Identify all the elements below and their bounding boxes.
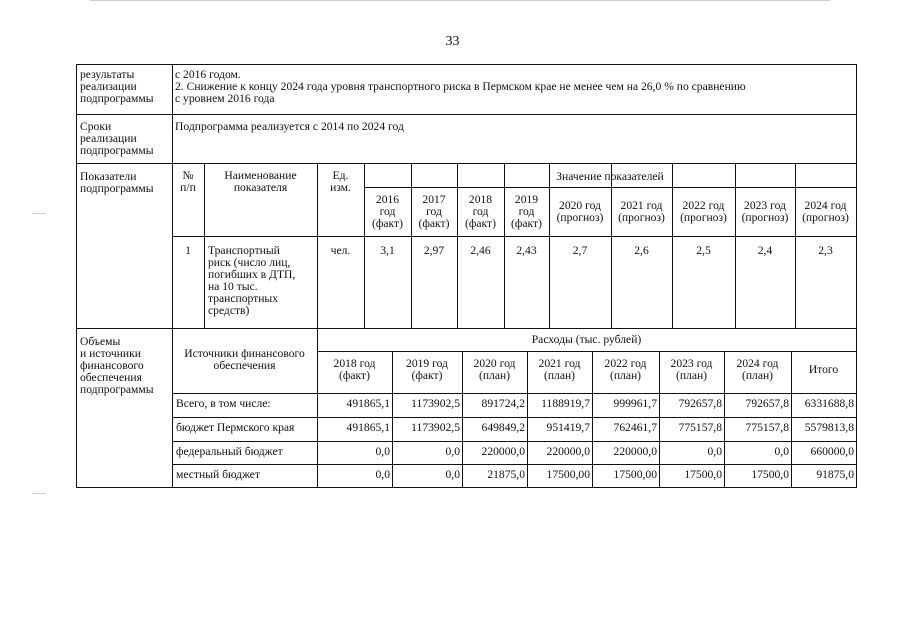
- finance-value: 0,0: [774, 445, 789, 458]
- terms-label: [80, 121, 170, 157]
- finance-row-name: бюджет Пермского края: [176, 421, 295, 434]
- finance-value: 775157,8: [678, 421, 722, 434]
- finance-value: 220000,0: [546, 445, 590, 458]
- indicators-label: [80, 171, 170, 195]
- finance-value: 1173902,5: [411, 421, 460, 434]
- finance-value: 17500,0: [684, 468, 722, 481]
- finance-value: 0,0: [375, 468, 390, 481]
- year-header: [735, 200, 795, 224]
- table-rule: [172, 236, 857, 237]
- col-unit-header: [317, 170, 364, 194]
- indicator-name-line: транспортных: [208, 292, 279, 305]
- indicator-value: 2,6: [634, 244, 649, 257]
- finance-value: 0,0: [445, 445, 460, 458]
- indicator-num: 1: [185, 244, 191, 257]
- year-header-line: 2017: [422, 193, 446, 206]
- finance-year-header: [462, 358, 527, 382]
- indicator-value: 2,97: [423, 244, 445, 257]
- indicator-value: 2,5: [696, 244, 711, 257]
- finance-year-header: [592, 358, 659, 382]
- finance-row-name: Всего, в том числе:: [176, 397, 271, 410]
- year-header-line: год: [379, 205, 396, 218]
- table-rule: [172, 393, 857, 394]
- indicator-value: 2,43: [516, 244, 537, 257]
- indicators-label-line: Показатели: [80, 170, 137, 183]
- year-header: [411, 194, 457, 230]
- values-header: Значение показателей: [556, 170, 664, 183]
- year-header: [504, 194, 549, 230]
- table-rule: [172, 64, 173, 488]
- margin-mark: [32, 493, 46, 494]
- indicator-name: [208, 245, 316, 317]
- year-header-line: 2019: [514, 193, 539, 206]
- indicator-value: 2,7: [572, 244, 588, 257]
- finance-year-header-line: (план): [478, 369, 511, 382]
- source-header-line: обеспечения: [213, 359, 276, 372]
- year-header: [549, 200, 611, 224]
- year-header-line: 2018: [468, 193, 493, 206]
- table-rule: [172, 417, 857, 418]
- table-rule: [76, 64, 857, 65]
- table-rule: [76, 163, 857, 164]
- finance-year-header-line: (план): [675, 369, 708, 382]
- table-rule: [172, 441, 857, 442]
- finance-year-header-line: 2018 год: [333, 357, 376, 370]
- finance-year-header: [392, 358, 462, 382]
- table-rule: [317, 351, 857, 352]
- indicators-label-line: подпрограммы: [80, 182, 154, 195]
- finance-label-line: обеспечения: [80, 371, 142, 384]
- expenses-header: Расходы (тыс. рублей): [531, 333, 642, 346]
- col-name-header-line: показателя: [233, 181, 288, 194]
- indicator-value: 2,46: [470, 244, 491, 257]
- year-header-line: год: [472, 205, 489, 218]
- margin-mark: [32, 213, 46, 214]
- table-rule: [856, 64, 857, 488]
- table-rule: [172, 464, 857, 465]
- finance-value: 220000,0: [481, 445, 525, 458]
- indicator-name-line: средств): [208, 304, 250, 317]
- year-header: [795, 200, 856, 224]
- source-header-line: Источники финансового: [184, 347, 305, 360]
- finance-year-header: [791, 364, 856, 376]
- page-number: 33: [445, 34, 460, 49]
- col-unit-header-line: изм.: [330, 181, 351, 194]
- terms-text: Подпрограмма реализуется с 2014 по 2024 год: [175, 120, 404, 133]
- year-header-line: (прогноз): [680, 211, 727, 224]
- finance-year-header-line: (план): [609, 369, 642, 382]
- year-header-line: (факт): [465, 217, 496, 230]
- finance-value: 6331688,8: [804, 397, 854, 410]
- finance-year-header-line: (план): [543, 369, 576, 382]
- finance-value: 891724,2: [481, 397, 525, 410]
- year-header-line: (факт): [418, 217, 450, 230]
- col-name-header: [204, 170, 317, 194]
- indicator-value: 2,3: [818, 244, 833, 257]
- results-text-line: 2. Снижение к концу 2024 года уровня транспортного риска в Пермском крае не менее чем на 26,0 % по сравнению: [175, 80, 746, 93]
- finance-value: 491865,1: [346, 421, 390, 434]
- col-num-header-line: №: [182, 169, 194, 182]
- finance-value: 660000,0: [810, 445, 854, 458]
- year-header-line: (прогноз): [802, 211, 849, 224]
- indicator-value: 3,1: [380, 244, 395, 257]
- finance-value: 999961,7: [613, 397, 657, 410]
- results-label-line: результаты: [80, 68, 135, 81]
- year-header-line: (прогноз): [618, 211, 665, 224]
- year-header: [457, 194, 504, 230]
- indicator-unit: чел.: [330, 244, 351, 257]
- finance-value: 17500,0: [751, 468, 789, 481]
- results-text-line: с уровнем 2016 года: [175, 92, 275, 105]
- col-unit-header-line: Ед.: [332, 169, 349, 182]
- finance-value: 17500,00: [613, 468, 657, 481]
- results-text: [175, 69, 855, 105]
- finance-label-line: подпрограммы: [80, 383, 154, 396]
- year-header-line: (факт): [511, 217, 542, 230]
- year-header-line: (факт): [372, 217, 403, 230]
- table-rule: [364, 187, 857, 188]
- finance-value: 0,0: [445, 468, 460, 481]
- finance-value: 17500,00: [546, 468, 590, 481]
- col-num-header-line: п/п: [180, 181, 196, 194]
- finance-year-header-line: 2024 год: [736, 357, 779, 370]
- finance-value: 0,0: [375, 445, 390, 458]
- indicator-name-line: Транспортный: [208, 244, 280, 257]
- finance-value: 792657,8: [745, 397, 789, 410]
- results-label: [80, 69, 170, 105]
- finance-label-line: финансового: [80, 359, 144, 372]
- table-rule: [76, 328, 857, 329]
- results-label-line: реализации: [80, 80, 137, 93]
- year-header: [364, 194, 411, 230]
- indicator-name-line: риск (число лиц,: [208, 256, 291, 269]
- year-header-line: (прогноз): [556, 211, 604, 224]
- indicator-name-line: погибших в ДТП,: [208, 268, 296, 281]
- finance-value: 762461,7: [613, 421, 657, 434]
- finance-year-header-line: (факт): [339, 369, 370, 382]
- indicator-name-line: на 10 тыс.: [208, 280, 258, 293]
- finance-year-header-line: 2022 год: [604, 357, 647, 370]
- results-label-line: подпрограммы: [80, 92, 154, 105]
- year-header: [611, 200, 672, 224]
- finance-label: [80, 336, 170, 396]
- finance-year-header-line: (план): [741, 369, 774, 382]
- top-edge-line: [90, 0, 830, 1]
- year-header-line: (прогноз): [741, 211, 789, 224]
- finance-year-header: [724, 358, 791, 382]
- finance-year-header: [659, 358, 724, 382]
- year-header-line: 2020 год: [559, 199, 601, 212]
- finance-value: 491865,1: [346, 397, 390, 410]
- year-header-line: 2016: [375, 193, 400, 206]
- indicator-value: 2,4: [757, 244, 773, 257]
- terms-label-line: Сроки: [80, 120, 112, 133]
- finance-year-header-line: 2021 год: [538, 357, 581, 370]
- year-header-line: 2021 год: [620, 199, 663, 212]
- finance-value: 775157,8: [745, 421, 789, 434]
- finance-value: 91875,0: [816, 468, 854, 481]
- finance-year-header-line: 2020 год: [473, 357, 516, 370]
- finance-value: 1173902,5: [411, 397, 460, 410]
- finance-value: 220000,0: [613, 445, 657, 458]
- finance-value: 0,0: [707, 445, 722, 458]
- finance-year-header: [527, 358, 592, 382]
- finance-row-name: местный бюджет: [176, 468, 261, 481]
- terms-label-line: реализации: [80, 132, 137, 145]
- finance-value: 649849,2: [481, 421, 525, 434]
- year-header-line: 2024 год: [804, 199, 847, 212]
- year-header-line: год: [518, 205, 535, 218]
- table-rule: [76, 64, 77, 488]
- finance-row-name: федеральный бюджет: [176, 445, 283, 458]
- finance-label-line: и источники: [80, 347, 141, 360]
- finance-value: 951419,7: [546, 421, 590, 434]
- finance-year-header-line: 2023 год: [670, 357, 713, 370]
- finance-year-header-line: Итого: [808, 363, 839, 376]
- year-header-line: 2023 год: [744, 199, 786, 212]
- col-num-header: [172, 170, 204, 194]
- col-name-header-line: Наименование: [224, 169, 297, 182]
- finance-value: 5579813,8: [804, 421, 854, 434]
- year-header: [672, 200, 735, 224]
- finance-label-line: Объемы: [80, 335, 121, 348]
- finance-value: 1188919,7: [541, 397, 590, 410]
- table-rule: [76, 114, 857, 115]
- finance-year-header-line: (факт): [411, 369, 443, 382]
- finance-year-header: [317, 358, 392, 382]
- terms-label-line: подпрограммы: [80, 144, 154, 157]
- results-text-line: с 2016 годом.: [175, 68, 241, 81]
- finance-value: 792657,8: [678, 397, 722, 410]
- year-header-line: год: [426, 205, 442, 218]
- table-rule: [76, 487, 857, 488]
- finance-value: 21875,0: [487, 468, 525, 481]
- year-header-line: 2022 год: [682, 199, 725, 212]
- finance-year-header-line: 2019 год: [406, 357, 448, 370]
- source-header: [172, 348, 317, 372]
